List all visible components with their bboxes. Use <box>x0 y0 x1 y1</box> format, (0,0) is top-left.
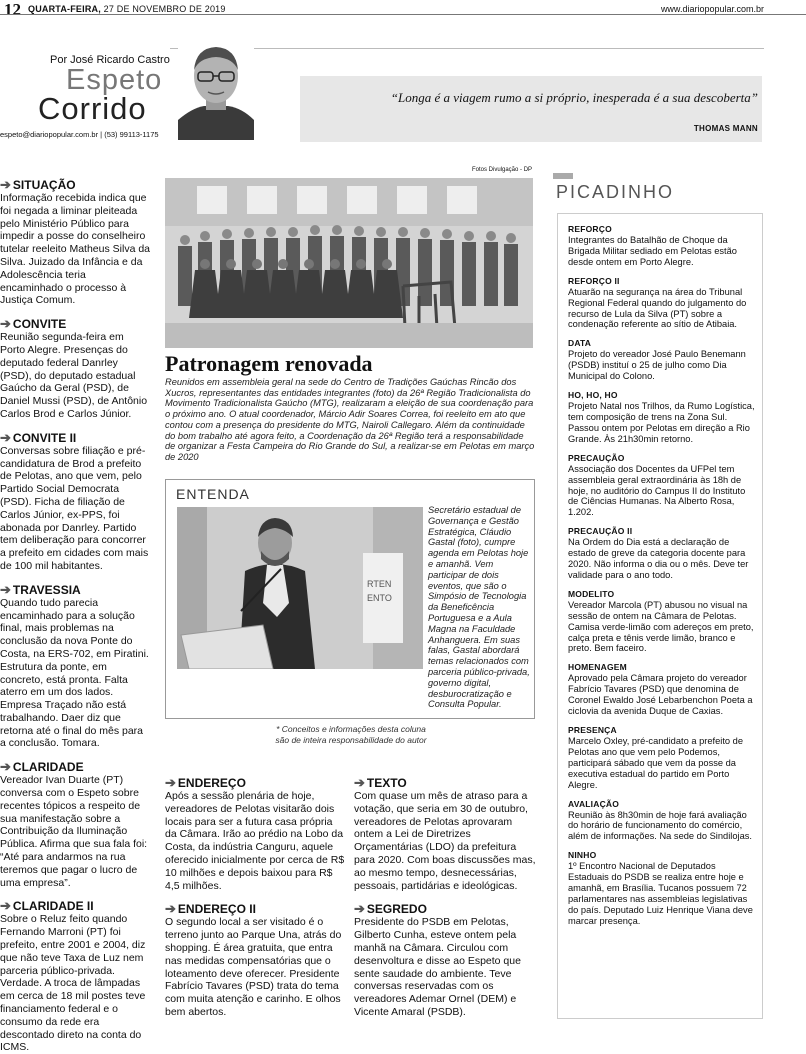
picadinho-item-body: Projeto do vereador José Paulo Benemann (PSDB) instituí o 25 de julho como Dia Municipal do Colono. <box>568 349 746 382</box>
section-body: Com quase um mês de atraso para a votação, que seria em 30 de outubro, vereadores de Pelotas aprovaram ontem a Lei de Diretrizes Orçamentárias (LDO) da prefeitura para 2020. Com boas discussões mas, ao mesmo tempo, desnecessárias, pessoais, partidárias e ideológicas. <box>354 790 536 892</box>
arrow-right-icon: ➔ <box>0 898 11 914</box>
speaker-photo <box>177 507 423 669</box>
picadinho-list <box>568 224 758 935</box>
author-portrait <box>178 36 254 140</box>
picadinho-accent-bar <box>553 173 573 179</box>
footnote-line2: são de inteira responsabilidade do autor <box>275 735 427 745</box>
picadinho-item-title: HOMENAGEM <box>568 662 627 673</box>
section-body: Informação recebida indica que foi negada a liminar pleiteada pelo Ministério Público para impedir a posse do conselheiro tutelar reeleito Matheus Silva da Silva. Juizado da Infância e da Adolescência teria encaminhado o processo à Justiça Comum. <box>0 192 150 307</box>
column-title-line2: Corrido <box>38 91 147 126</box>
section-travessia <box>0 583 150 751</box>
section-endereco <box>165 776 345 892</box>
picadinho-item <box>568 589 758 655</box>
entenda-title: ENTENDA <box>176 486 250 502</box>
quote-text: “Longa é a viagem rumo a si próprio, inesperada é a sua descoberta” <box>390 90 758 105</box>
arrow-right-icon: ➔ <box>0 759 11 775</box>
section-title: ➔ TEXTO <box>354 775 407 790</box>
picadinho-item <box>568 526 758 581</box>
arrow-right-icon: ➔ <box>0 581 11 597</box>
arrow-right-icon: ➔ <box>165 901 176 917</box>
picadinho-item-title: PRESENÇA <box>568 725 617 735</box>
picadinho-title: PICADINHO <box>556 182 675 202</box>
left-column <box>0 178 150 1054</box>
section-segredo <box>354 902 536 1018</box>
picadinho-item <box>568 276 758 331</box>
feature-headline: Patronagem renovada <box>165 351 373 376</box>
section-body: Vereador Ivan Duarte (PT) conversa com o Espeto sobre recentes tópicos a respeito de sua manifestação sobre a Contribuição da Iluminação Pública. Afirma que sua fala foi: “Até para andarmos na rua teremos que pagar o lucro de uma empresa”. <box>0 774 148 889</box>
arrow-right-icon: ➔ <box>0 177 11 192</box>
picadinho-item <box>568 662 758 717</box>
column-title-line1: Espeto <box>66 64 163 96</box>
masthead-date-text: 27 DE NOVEMBRO DE 2019 <box>103 4 226 14</box>
masthead-rule <box>0 14 806 15</box>
picadinho-item-body: Vereador Marcola (PT) abusou no visual na sessão de ontem na Câmara de Pelotas. Camisa verde-limão com adereços em preto, calça preta e tênis verde limão, branco e preto. Bem faceiro. <box>568 599 754 654</box>
section-body: Reunião segunda-feira em Porto Alegre. Presenças do deputado federal Danrley (PSD), do deputado estadual Gaúcho da Geral (PSD), de Daniel Mussi (PSD), de Antônio Carlos Brod e Carlos Júnior. <box>0 331 148 420</box>
feature-caption: Reunidos em assembleia geral na sede do Centro de Tradições Gaúchas Rincão dos Xucros, representantes das entidades integrantes (foto) da 26ª Região Tradicionalista do Movimento Tradicionalista Gaúcho (MTG), realizaram a eleição de sua coordenação para o próximo ano. O atual coordenador, Márcio Adir Soares Correa, foi reeleito em ato que contou com a presença do presidente do MTG, Nairoli Callegaro. Além da continuidade do bom trabalho até agora feito, a Coordenação da 26ª Região terá a responsabilidade de organizar a Festa Campeira do Rio Grande do Sul, a realizar-se em Pelotas em março de 2020 <box>165 377 535 462</box>
section-convite-ii <box>0 431 150 573</box>
arrow-right-icon: ➔ <box>165 775 176 790</box>
section-body: Sobre o Reluz feito quando Fernando Marroni (PT) foi prefeito, entre 2001 e 2004, diz que não teve Taxa de Luz nem parceria público-privada. Verdade. A troca de lâmpadas em cerca de 18 mil postes teve financiamento federal e o consumo da rede era descontado direto na conta do ICMS. <box>0 913 146 1054</box>
arrow-right-icon: ➔ <box>354 775 365 790</box>
picadinho-item <box>568 725 758 791</box>
middle-left-column <box>165 776 345 1019</box>
header-divider <box>170 48 764 49</box>
section-body: O segundo local a ser visitado é o terreno junto ao Parque Una, atrás do shopping. É área gratuita, que entra nas medidas compensatórias que o loteamento deve oferecer. Presidente Fabrício Tavares (PSD) trata do tema com muita atenção e carinho. E olhos bem abertos. <box>165 916 342 1018</box>
picadinho-item-body: Associação dos Docentes da UFPel tem assembleia geral extraordinária às 18h de hoje, no auditório do Campus II do Instituto de Ciências Humanas. Na Alberto Rosa, 1.202. <box>568 463 746 518</box>
section-title: ➔ CONVITE II <box>0 429 77 445</box>
section-texto <box>354 776 536 892</box>
section-situacao <box>0 178 150 307</box>
section-title: ➔ SITUAÇÃO <box>0 177 76 192</box>
section-body: Presidente do PSDB em Pelotas, Gilberto Cunha, esteve ontem pela manhã na Câmara. Circulou com desenvoltura e disse ao Espeto que sente saudade do ambiente. Teve conversas reservadas com os vereadores Ademar Ornel (DEM) e Vicente Amaral (PSDB). <box>354 916 521 1018</box>
picadinho-item-title: HO, HO, HO <box>568 390 618 401</box>
quote-author: THOMAS MANN <box>693 124 758 133</box>
picadinho-item-title: PRECAUÇÃO <box>568 452 625 463</box>
svg-text:ENTO: ENTO <box>367 593 392 603</box>
column-contact: espeto@diariopopular.com.br | (53) 99113-1175 <box>0 130 159 139</box>
section-endereco-ii <box>165 902 345 1018</box>
picadinho-item-body: Atuarão na segurança na área do Tribunal Regional Federal quando do julgamento do recurso de Lula da Silva (PT) sobre a condenação referente ao sítio de Atibaia. <box>568 286 747 330</box>
picadinho-item <box>568 453 758 519</box>
picadinho-item <box>568 338 758 382</box>
section-body: Após a sessão plenária de hoje, vereadores de Pelotas visitarão dois locais para ser a futura casa própria da Câmara. Irão ao prédio na Lobo da Costa, da indústria Canguru, aquele oferecido inicialmente por cerca de R$ 10 milhões e depois baixou para R$ 4,5 milhões. <box>165 790 345 892</box>
picadinho-item <box>568 224 758 268</box>
arrow-right-icon: ➔ <box>0 316 11 332</box>
entenda-text: Secretário estadual de Governança e Gestão Estratégica, Cláudio Gastal (foto), cumpre agenda em Pelotas hoje e amanhã. Vem participar de dois eventos, que são o Simpósio de Tecnologia da Beneficência Portuguesa e a Aula Magna na Faculdade Anhanguera. Em suas falas, Gastal abordará temas relacionados com parceria público-privada, governo digital, desburocratização e Consulta Popular. <box>428 505 530 710</box>
masthead-site-link[interactable]: www.diariopopular.com.br <box>660 4 764 14</box>
picadinho-item-title: AVALIAÇÃO <box>568 798 620 809</box>
picadinho-item-title: NINHO <box>568 850 597 861</box>
picadinho-item-title: REFORÇO II <box>568 275 620 286</box>
picadinho-item <box>568 799 758 843</box>
picadinho-item-body: Aprovado pela Câmara projeto do vereador Fabrício Tavares (PSD) que denomina de Coronel Ewaldo José Lebarbenchon Poeta a ciclovia da avenida Duque de Caxias. <box>568 673 753 717</box>
arrow-right-icon: ➔ <box>0 429 11 445</box>
section-claridade <box>0 760 150 889</box>
svg-text:RTEN: RTEN <box>367 579 392 589</box>
footnote-line1: * Conceitos e informações desta coluna <box>276 724 426 734</box>
section-title: ➔ ENDEREÇO II <box>165 901 256 917</box>
picadinho-item <box>568 850 758 926</box>
picadinho-item-body: Na Ordem do Dia está a declaração de estado de greve da categoria docente para 2020. Não informa o dia ou o mês. Deve ter validade para o ano todo. <box>568 537 749 580</box>
section-body: Quando tudo parecia encaminhado para a solução final, mais problemas na conclusão da nova Ponte do Costa, na ERS-702, em Piratini. Estrutura da ponte, em concreto, está pronta. Falta aterro em um dos lados. Empresa Traçado não está trabalhando. Daer diz que retorna até o final do mês para a conclusão. Tomara. <box>0 596 149 750</box>
column-footnote <box>167 724 535 746</box>
group-photo <box>165 178 533 348</box>
section-title: ➔ TRAVESSIA <box>0 581 81 597</box>
section-title: ➔ CLARIDADE II <box>0 898 94 914</box>
picadinho-item-title: DATA <box>568 338 592 349</box>
section-title: ➔ CLARIDADE <box>0 759 84 775</box>
picadinho-item-body: 1º Encontro Nacional de Deputados Estaduais do PSDB se realiza entre hoje e amanhã, em Brasília. Tucanos possuem 72 parlamentares nas assembleias legislativas do país. Deputado Luiz Henrique Viana deve marcar presença. <box>568 861 753 926</box>
picadinho-item <box>568 390 758 445</box>
section-convite <box>0 317 150 421</box>
masthead-date <box>28 4 226 14</box>
middle-right-column <box>354 776 536 1019</box>
section-title: ➔ CONVITE <box>0 316 67 332</box>
picadinho-item-body: Reunião às 8h30min de hoje fará avaliação do horário de funcionamento do comércio, além de informações. Na sede do Sindilojas. <box>568 809 752 842</box>
masthead-weekday: QUARTA-FEIRA, <box>28 4 101 14</box>
picadinho-item-body: Integrantes do Batalhão de Choque da Brigada Militar sediado em Pelotas estão desde ontem em Porto Alegre. <box>568 235 737 267</box>
picadinho-item-title: MODELITO <box>568 588 615 599</box>
section-body: Conversas sobre filiação e pré-candidatura de Brod a prefeito de Pelotas, ano que vem, pelo Partido Social Democrata (PSD). Ficha de filiação de Carlos Júnior, ex-PPS, foi abonada por Danrley. Partido tem deliberação para concorrer a prefeito em cidades com mais de 100 mil habitantes. <box>0 444 149 572</box>
picadinho-item-title: PRECAUÇÃO II <box>568 526 633 537</box>
arrow-right-icon: ➔ <box>354 901 365 917</box>
picadinho-item-body: Marcelo Oxley, pré-candidato a prefeito de Pelotas ano que vem pelo Podemos, participará sábado que vem da posse da executiva estadual do partido em Porto Alegre. <box>568 736 744 790</box>
picadinho-item-title: REFORÇO <box>568 224 612 234</box>
photo-credit: Fotos Divulgação - DP <box>472 167 533 173</box>
picadinho-item-body: Projeto Natal nos Trilhos, da Rumo Logística, tem composição de trens na Zona Sul. Passou ontem por Pelotas em direção a Rio Grande. Às 21h30min retorno. <box>568 401 755 444</box>
column-byline: Por José Ricardo Castro <box>50 54 170 66</box>
section-title: ➔ ENDEREÇO <box>165 775 246 790</box>
section-claridade-ii <box>0 899 150 1054</box>
section-title: ➔ SEGREDO <box>354 901 427 917</box>
page-number: 12 <box>4 0 21 19</box>
